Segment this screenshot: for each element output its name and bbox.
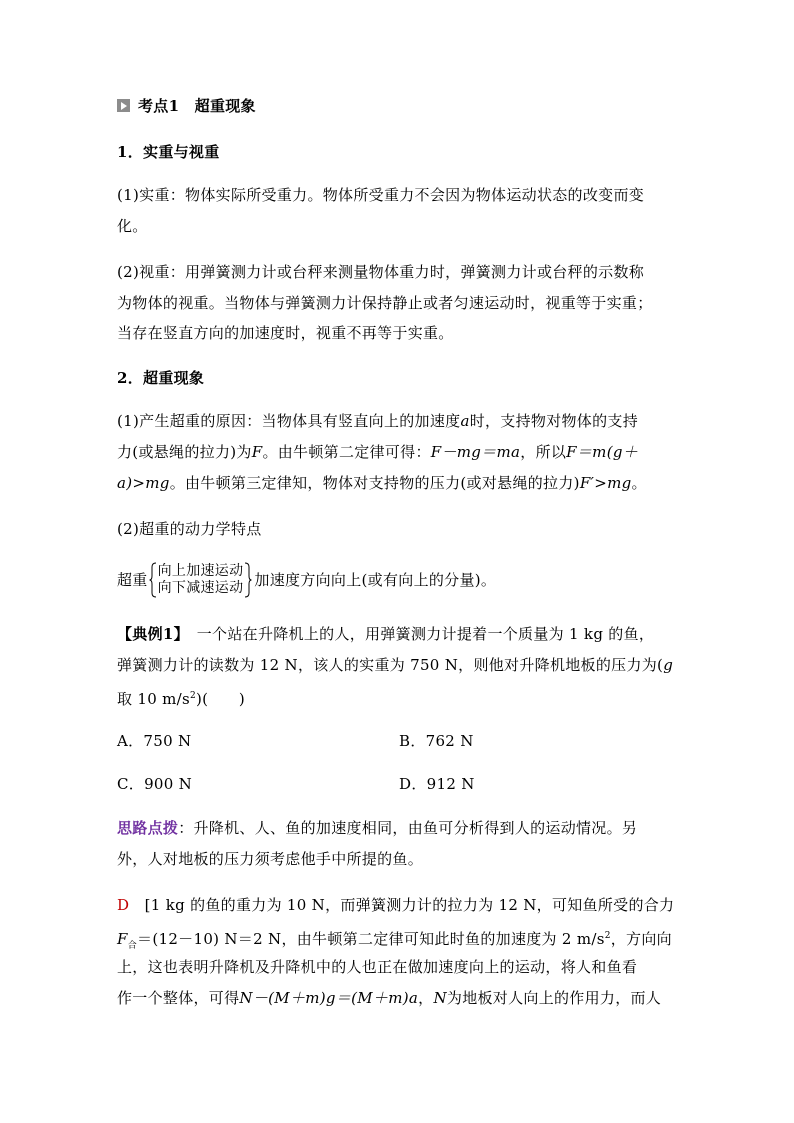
right-brace-icon bbox=[244, 562, 252, 598]
example-line3: 取 10 $m/s^2$)( ) bbox=[117, 690, 246, 708]
option-d: D．912 N bbox=[399, 775, 475, 793]
option-c: C．900 N bbox=[117, 775, 193, 793]
brace-word: 超重 bbox=[117, 571, 148, 589]
para-cause-line3: a)>mg。由牛顿第三定律知，物体对支持物的压力(或对悬绳的拉力)F′>mg。 bbox=[117, 474, 647, 492]
para-real-weight-line1: (1)实重：物体实际所受重力。物体所受重力不会因为物体运动状态的改变而变 bbox=[117, 186, 645, 204]
brace-tail: 加速度方向向上(或有向上的分量)。 bbox=[254, 571, 497, 589]
para-apparent-weight-line1: (2)视重：用弹簧测力计或台秤来测量物体重力时，弹簧测力计或台秤的示数称 bbox=[117, 263, 645, 281]
para-cause-line1: (1)产生超重的原因：当物体具有竖直向上的加速度a时，支持物对物体的支持 bbox=[117, 412, 639, 430]
section-label: 考点1 bbox=[138, 97, 180, 115]
option-a: A．750 N bbox=[117, 732, 192, 750]
brace-item: 向上加速运动 bbox=[157, 563, 244, 579]
example-line2: 弹簧测力计的读数为 12 N，该人的实重为 750 N，则他对升降机地板的压力为(g bbox=[117, 656, 674, 674]
para-cause-line2: 力(或悬绳的拉力)为F。由牛顿第二定律可得：F－mg＝ma，所以F＝m(g＋ bbox=[117, 443, 639, 461]
answer-line2: $F_合=(12-10)$ N＝2 N，由牛顿第二定律可知此时鱼的加速度为 2 $m/s^2$，方向向 bbox=[117, 930, 672, 951]
answer-line3: 上，这也表明升降机及升降机中的人也正在做加速度向上的运动，将人和鱼看 bbox=[117, 958, 638, 976]
hint-line1: 思路点拨：升降机、人、鱼的加速度相同，由鱼可分析得到人的运动情况。另 bbox=[117, 819, 638, 837]
brace-item: 向下减速运动 bbox=[157, 580, 244, 596]
heading-overweight: 2．超重现象 bbox=[117, 369, 205, 387]
answer-line1: D [1 kg 的鱼的重力为 10 N，而弹簧测力计的拉力为 12 N，可知鱼所受的合力 bbox=[117, 896, 675, 914]
hint-label: 思路点拨 bbox=[117, 819, 179, 837]
answer-letter: D bbox=[117, 896, 130, 914]
para-real-weight-line2: 化。 bbox=[117, 217, 148, 235]
hint-line2: 外，人对地板的压力须考虑他手中所提的鱼。 bbox=[117, 850, 424, 868]
para-apparent-weight-line3: 当存在竖直方向的加速度时，视重不再等于实重。 bbox=[117, 324, 454, 342]
left-brace-icon bbox=[149, 562, 157, 598]
heading-real-vs-apparent: 1．实重与视重 bbox=[117, 143, 220, 161]
section-title bbox=[117, 96, 256, 116]
answer-line4: 作一个整体，可得N－(M＋m)g＝(M＋m)a，N为地板对人向上的作用力，而人 bbox=[117, 989, 662, 1007]
example-tag: 【典例1】 bbox=[117, 625, 182, 643]
brace-expression bbox=[117, 561, 496, 598]
para-apparent-weight-line2: 为物体的视重。当物体与弹簧测力计保持静止或者匀速运动时，视重等于实重； bbox=[117, 294, 653, 312]
option-b: B．762 N bbox=[399, 732, 474, 750]
play-triangle-icon bbox=[117, 99, 130, 112]
section-name: 超重现象 bbox=[194, 97, 256, 115]
para-dynamics-heading: (2)超重的动力学特点 bbox=[117, 520, 262, 538]
example-line1: 【典例1】 一个站在升降机上的人，用弹簧测力计提着一个质量为 1 kg 的鱼， bbox=[117, 625, 655, 643]
